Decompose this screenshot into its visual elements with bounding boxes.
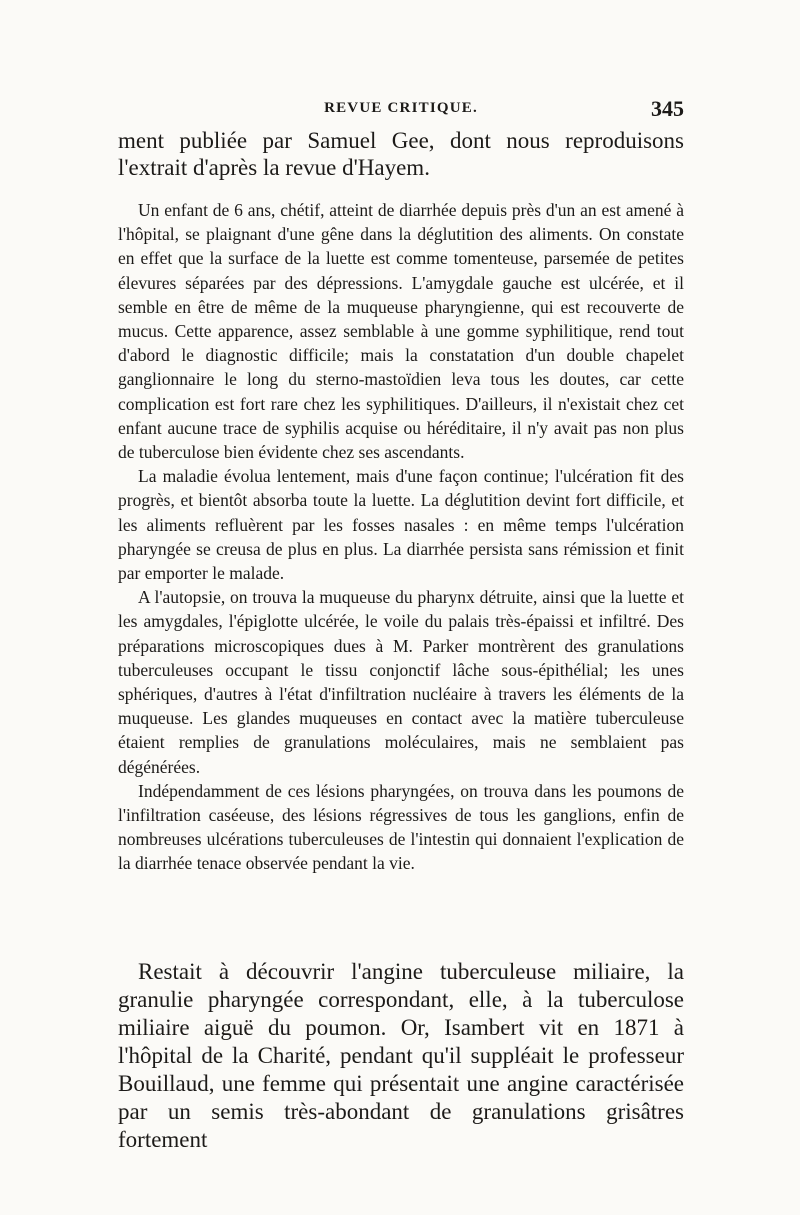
- quoted-case-report: [118, 198, 684, 876]
- closing-paragraph: Restait à découvrir l'angine tuberculeuse miliaire, la granulie pharyngée correspondant, elle, à la tuberculose miliaire aiguë du poumon. Or, Isambert vit en 1871 à l'hôpital de la Charité, pendant qu'il suppléait le professeur Bouillaud, une femme qui présentait une angine caractérisée par un semis très-abondant de granulations grisâtres fortement: [118, 959, 684, 1152]
- case-paragraph-1: Un enfant de 6 ans, chétif, atteint de diarrhée depuis près d'un an est amené à l'hôpital, se plaignant d'une gêne dans la déglutition des aliments. On constate en effet que la surface de la luette est comme tomenteuse, parsemée de petites élevures séparées par des dépressions. L'amygdale gauche est ulcérée, et il semble en être de même de la muqueuse pharyngienne, qui est recouverte de mucus. Cette apparence, assez semblable à une gomme syphilitique, rend tout d'abord le diagnostic difficile; mais la constatation d'un double chapelet ganglionnaire le long du sterno-mastoïdien leva tous les doutes, car cette complication est fort rare chez les syphilitiques. D'ailleurs, il n'existait chez cet enfant aucune trace de syphilis acquise ou héréditaire, il n'y avait pas non plus de tuberculose bien évidente chez ses ascendants.: [118, 200, 684, 463]
- page-header: [118, 96, 684, 124]
- case-paragraph-3: A l'autopsie, on trouva la muqueuse du pharynx détruite, ainsi que la luette et les amygdales, l'épiglotte ulcérée, le voile du palais très-épaissi et infiltré. Des préparations microscopiques dues à M. Parker montrèrent des granulations tuberculeuses occupant le tissu conjonctif lâche sous-épithélial; les unes sphériques, d'autres à l'état d'infiltration nucléaire à travers les éléments de la muqueuse. Les glandes muqueuses en contact avec la matière tuberculeuse étaient remplies de granulations moléculaires, mais ne semblaient pas dégénérées.: [118, 587, 684, 777]
- case-paragraph-4: Indépendamment de ces lésions pharyngées, on trouva dans les poumons de l'infiltration caséeuse, des lésions régressives de tous les ganglions, enfin de nombreuses ulcérations tuberculeuses de l'intestin qui donnaient l'explication de la diarrhée tenace observée pendant la vie.: [118, 780, 684, 874]
- intro-paragraph: ment publiée par Samuel Gee, dont nous reproduisons l'extrait d'après la revue d'Hayem.: [118, 128, 684, 180]
- case-paragraph-2: La maladie évolua lentement, mais d'une façon continue; l'ulcération fit des progrès, et bientôt absorba toute la luette. La déglutition devint fort difficile, et les aliments refluèrent par les fosses nasales : en même temps l'ulcération pharyngée se creusa de plus en plus. La diarrhée persista sans rémission et finit par emporter le malade.: [118, 466, 684, 584]
- page-number: 345: [651, 96, 684, 121]
- closing-section: [118, 958, 684, 1154]
- running-title: REVUE CRITIQUE.: [324, 100, 478, 116]
- intro-section: [118, 128, 684, 181]
